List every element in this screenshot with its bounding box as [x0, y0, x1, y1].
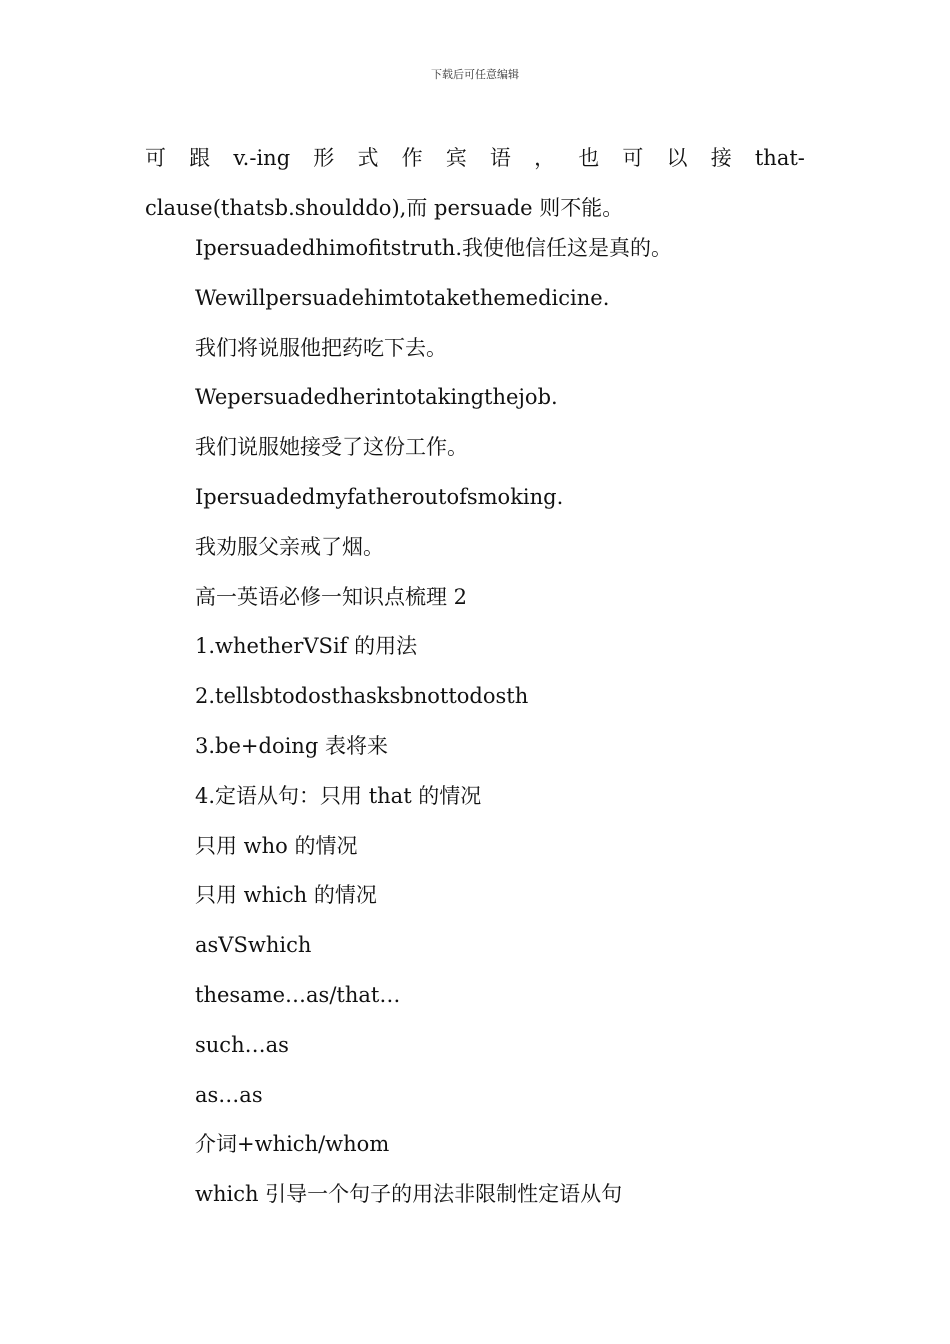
paragraph-line: clause(thatsb.shoulddo),而 persuade 则不能。 — [145, 196, 624, 220]
text-line: 我劝服父亲戒了烟。 — [195, 534, 384, 559]
text-line: as…as — [195, 1082, 263, 1107]
word: 接 — [710, 146, 732, 170]
word: 可 — [145, 146, 166, 170]
text-line: 只用 which 的情况 — [195, 883, 377, 908]
text-line: asVSwhich — [195, 933, 312, 958]
text-line: 只用 who 的情况 — [195, 833, 358, 858]
text-line: 我们将说服他把药吃下去。 — [195, 335, 447, 360]
text-line: Wewillpersuadehimtotakethemedicine. — [195, 285, 610, 310]
word: 式 — [357, 146, 379, 170]
word: 形 — [313, 146, 335, 170]
word: that- — [754, 146, 805, 170]
word: 也 — [578, 146, 600, 170]
word: 可 — [622, 146, 644, 170]
text-line: Ipersuadedmyfatheroutofsmoking. — [195, 484, 564, 509]
text-line: 4.定语从句：只用 that 的情况 — [195, 783, 482, 808]
page-header: 下载后可任意编辑 — [431, 68, 519, 81]
section-heading: 高一英语必修一知识点梳理 2 — [195, 584, 468, 609]
text-lines — [195, 233, 845, 1229]
word: ， — [534, 146, 556, 170]
first-paragraph — [145, 133, 805, 233]
word: 作 — [401, 146, 423, 170]
text-line: 2.tellsbtodosthasksbnottodosth — [195, 684, 529, 709]
text-line: 介词+which/whom — [195, 1132, 390, 1157]
text-line: 我们说服她接受了这份工作。 — [195, 435, 468, 460]
word: v.-ing — [233, 146, 291, 170]
paragraph-line-justified — [145, 133, 805, 183]
text-line: which 引导一个句子的用法非限制性定语从句 — [195, 1182, 623, 1207]
text-line: such…as — [195, 1032, 289, 1057]
text-line: Ipersuadedhimofitstruth.我使他信任这是真的。 — [195, 236, 673, 260]
word: 宾 — [445, 146, 467, 170]
text-line: 3.be+doing 表将来 — [195, 733, 388, 758]
text-line: thesame…as/that… — [195, 982, 401, 1007]
text-line: 1.whetherVSif 的用法 — [195, 634, 418, 659]
text-line: Wepersuadedherintotakingthejob. — [195, 385, 558, 410]
word: 以 — [666, 146, 688, 170]
word: 跟 — [189, 146, 211, 170]
word: 语 — [489, 146, 511, 170]
